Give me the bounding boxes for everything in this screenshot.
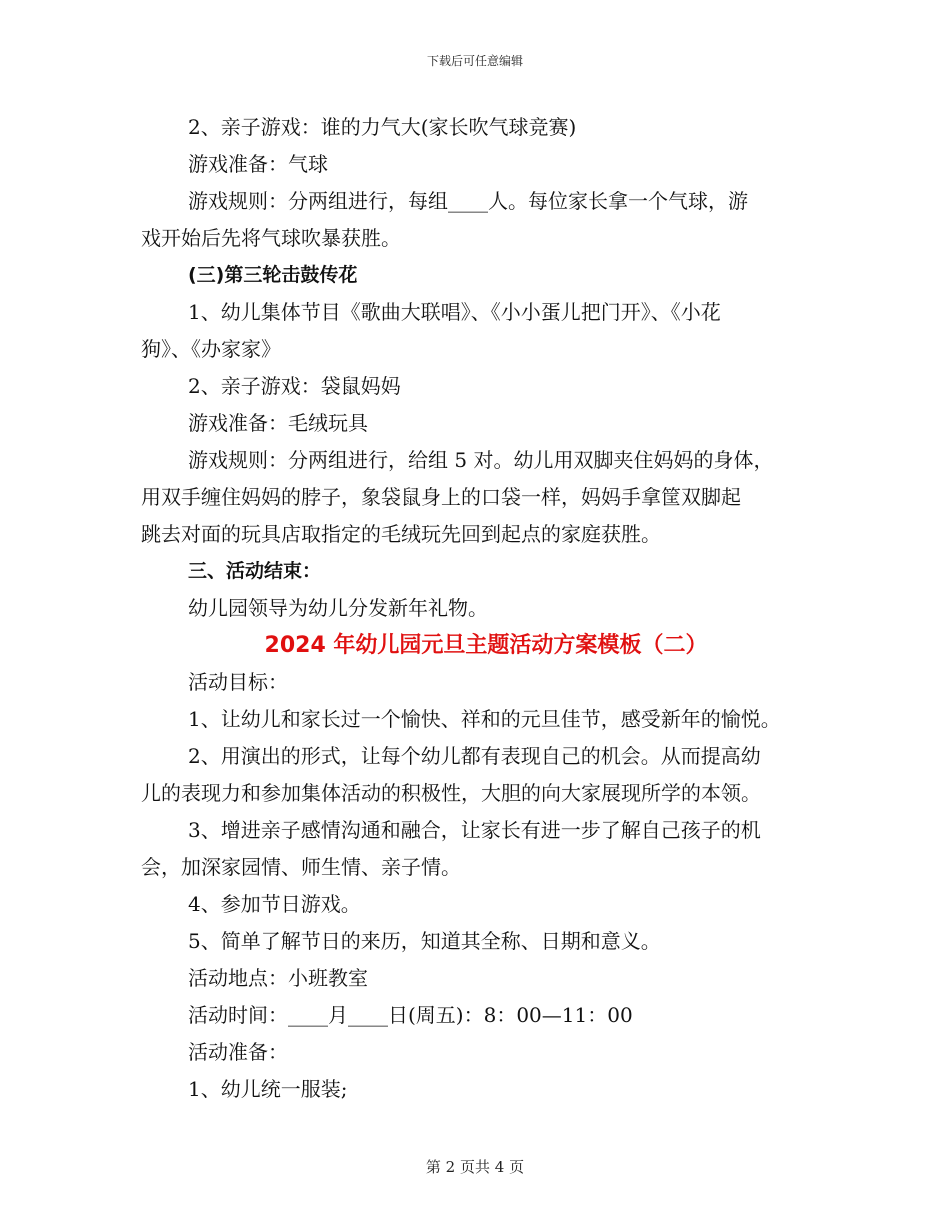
- text-line: 3、增进亲子感情沟通和融合，让家长有进一步了解自己孩子的机: [188, 818, 761, 842]
- text-line: 幼儿园领导为幼儿分发新年礼物。: [188, 596, 488, 620]
- page-header: 下载后可任意编辑: [426, 54, 523, 68]
- text-line: 游戏规则：分两组进行，给组 5 对。幼儿用双脚夹住妈妈的身体，: [188, 448, 774, 472]
- text-line: 用双手缠住妈妈的脖子，象袋鼠身上的口袋一样，妈妈手拿筐双脚起: [141, 485, 741, 509]
- section-heading: (三)第三轮击鼓传花: [188, 264, 358, 286]
- text-line: 5、简单了解节日的来历，知道其全称、日期和意义。: [188, 929, 661, 953]
- text-line: 游戏规则：分两组进行，每组____人。每位家长拿一个气球，游: [188, 189, 748, 213]
- text-line: 4、参加节日游戏。: [188, 892, 361, 916]
- section-heading: 三、活动结束：: [188, 560, 322, 582]
- text-line: 游戏准备：气球: [188, 152, 328, 176]
- text-line: 2、亲子游戏：袋鼠妈妈: [188, 374, 401, 398]
- text-line: 戏开始后先将气球吹暴获胜。: [141, 226, 401, 250]
- document-body: [141, 109, 821, 1108]
- document-title: 2024 年幼儿园元旦主题活动方案模板（二）: [264, 633, 708, 658]
- text-line: 活动准备：: [188, 1040, 288, 1064]
- text-line: 儿的表现力和参加集体活动的积极性，大胆的向大家展现所学的本领。: [141, 781, 761, 805]
- text-line: 1、让幼儿和家长过一个愉快、祥和的元旦佳节，感受新年的愉悦。: [188, 707, 781, 731]
- text-line: 活动目标：: [188, 670, 288, 694]
- text-line: 2、用演出的形式，让每个幼儿都有表现自己的机会。从而提高幼: [188, 744, 761, 768]
- text-line: 活动地点：小班教室: [188, 966, 368, 990]
- text-line: 2、亲子游戏：谁的力气大(家长吹气球竞赛): [188, 115, 577, 139]
- text-line: 1、幼儿统一服装;: [188, 1077, 348, 1101]
- text-line: 跳去对面的玩具店取指定的毛绒玩先回到起点的家庭获胜。: [141, 522, 661, 546]
- page-footer: 第 2 页共 4 页: [425, 1158, 525, 1176]
- text-line: 游戏准备：毛绒玩具: [188, 411, 368, 435]
- text-line: 会，加深家园情、师生情、亲子情。: [141, 855, 461, 879]
- text-line: 狗》、《办家家》: [141, 337, 281, 361]
- text-line: 1、幼儿集体节目《歌曲大联唱》、《小小蛋儿把门开》、《小花: [188, 300, 721, 324]
- text-line: 活动时间：____月____日(周五)：8：00—11：00: [188, 1003, 633, 1027]
